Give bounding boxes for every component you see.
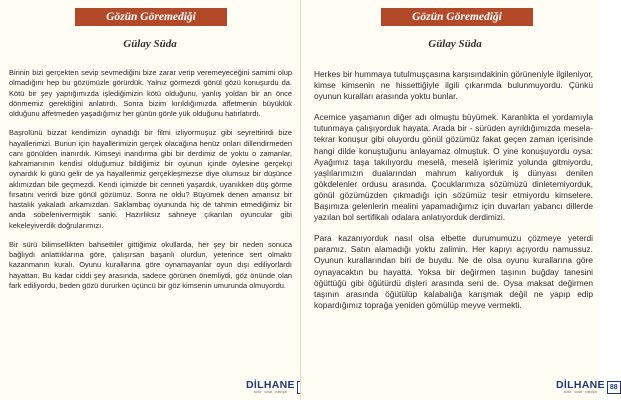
- left-paragraph-1: Birinin bizi gerçekten sevip sevmediğini bize zarar verip veremeyeceğini samimi olup olmadığını hep bu gözümüzle görürdük. Yalnız görmezdi gönül gözü konuşurdu da. Kötü bir şey yaptığımızda işlediğimizin kötü olduğunu, yanlış yoldan bir an önce dönmemiz gerektiğini anlatırdı. Sonra bizim kırıldığımızda affetmenin büyüklük olduğunu affetmeden yaşadığımız her günün gönle yük olduğunu hatırlatırdı.: [9, 68, 292, 118]
- right-page: [300, 0, 618, 400]
- right-author: Gülay Süda: [428, 38, 482, 50]
- right-paragraph-2: Acemice yaşamanın diğer adı olmuştu büyümek. Karanlıkta el yordamıyla tutunmaya çalışıyorduk hayata. Arada bir - sürüden ayrıldığımızda mesela- tekrar konuşur gibi oluyordu gönül gözümüz fakat geçen zaman içerisinde hangi dilde konuştuğunu anlayamaz olmuştuk. O yine konuşuyordu oysa: Ayağımız taşa takılıyordu meselâ, meselâ işlerimiz yolunda gitmiyordu, yaşlılarımızın dualarından mahrum kalıyorduk iş dünyası denilen gökdelenler ordusu arasında. Çocuklarımıza sözümüzü dinletemiyorduk, gönül gözümüzden çıkmadığı için sözümüz tesir etmiyordu kimselere. Başımıza gelenlerin mealini yapamadığımız için duvarları yabancı dillerde yazılan bol sertifikalı odalara anlatıyorduk derdimizi.: [314, 112, 593, 223]
- right-story-title: Gözün Göremediği: [381, 8, 533, 26]
- left-story-title: Gözün Göremediği: [75, 8, 227, 26]
- right-page-number: 88: [607, 381, 621, 394]
- left-logo-word: DİLHANE: [246, 379, 295, 391]
- left-paragraph-2: Başrolünü bizzat kendimizin oynadığı bir filmi izliyormuşuz gibi seyrettirirdi bize hayallerimizi. Bunun için hayallerimizin gerçek olacağına henüz onları dillendirmeden canı gönülden inanırdık. Kimseyi inandırma gibi bir derdimiz de yoktu o zamanlar, kahramanının kendisi olduğumuz bildiğimiz bir oyunun içinde öylesine gerçekçi oynardık ki günü gelir de ya hayallerimiz gerçekleşmezse diye olumsuz bir düşünce aklımızdan bile geçmezdi. Kendi içimizde bir cenneti yaşardık, uyanıkken düş görme fırsatını verirdi bize gönül gözümüz. Sonra ne oldu? Büyümek denen amansız bir hastalık yakaladı arkamızdan. Saklambaç oyununda hiç de tahmin etmediğimiz bir anda sobelenivermiştik sanki. Hazırlıksız sahneye çıkarılan oyuncular gibi kekeleyiverdik doğrularımızı.: [9, 128, 292, 230]
- right-paragraph-1: Herkes bir hummaya tutulmuşçasına karşısındakinin görüneniyle ilgileniyor, kimse kimsenin ne hissettiğiyle ilgili çıkarımda bulunmuyordu. Çünkü oyunun kuralları arasında yoktu bunlar.: [314, 69, 593, 102]
- right-logo-tagline: kültür · sanat · edebiyat: [563, 390, 598, 394]
- right-dilhane-logo: [556, 380, 621, 394]
- left-author: Gülay Süda: [123, 38, 177, 50]
- right-body-text: [314, 69, 593, 321]
- left-logo-tagline: kültür · sanat · edebiyat: [253, 390, 288, 394]
- right-logo-word: DİLHANE: [556, 379, 605, 391]
- left-body-text: [9, 68, 292, 300]
- right-paragraph-3: Para kazanıyorduk nasıl olsa elbette durumumuzu çözmeye yeterdi paramız. Satın alamadığı yoktu zalimin. Her kapıyı açıyordu namussuz. Oyunun kurallarından biri de buydu. Ne de olsa oyunu kurallarına göre oynayacaktın bu hayatta. Yoksa bir değirmen taşının buğday tanesini öğüttüğü gibi öğütürdü dişleri arasında seni de. Oysa maksat değirmen taşının arasında öğütülüp kalabalığa karışmak değil ne yapıp edip kopardığımız toprağa yeniden gömülüp meyve vermekti.: [314, 233, 593, 310]
- left-paragraph-3: Bir sürü bilimsellikten bahsettiler gittiğimiz okullarda, her şey bir neden sonuca bağlıydı anlattıklarına göre, çalışırsan başarılı olurdun, yeterince sert olmaktı kazanmanın kuralı. Oyunu kurallarına göre oynamayanlar oyun dışı ediliyorlardı hayattan. Bu kadar ciddi şey arasında, sadece görünen önemliydi, göz önünde olan fark ediliyordu, beden gözü dururken üçüncü bir göz kimsenin umurunda olmuyordu.: [9, 239, 292, 290]
- left-page: [0, 0, 300, 400]
